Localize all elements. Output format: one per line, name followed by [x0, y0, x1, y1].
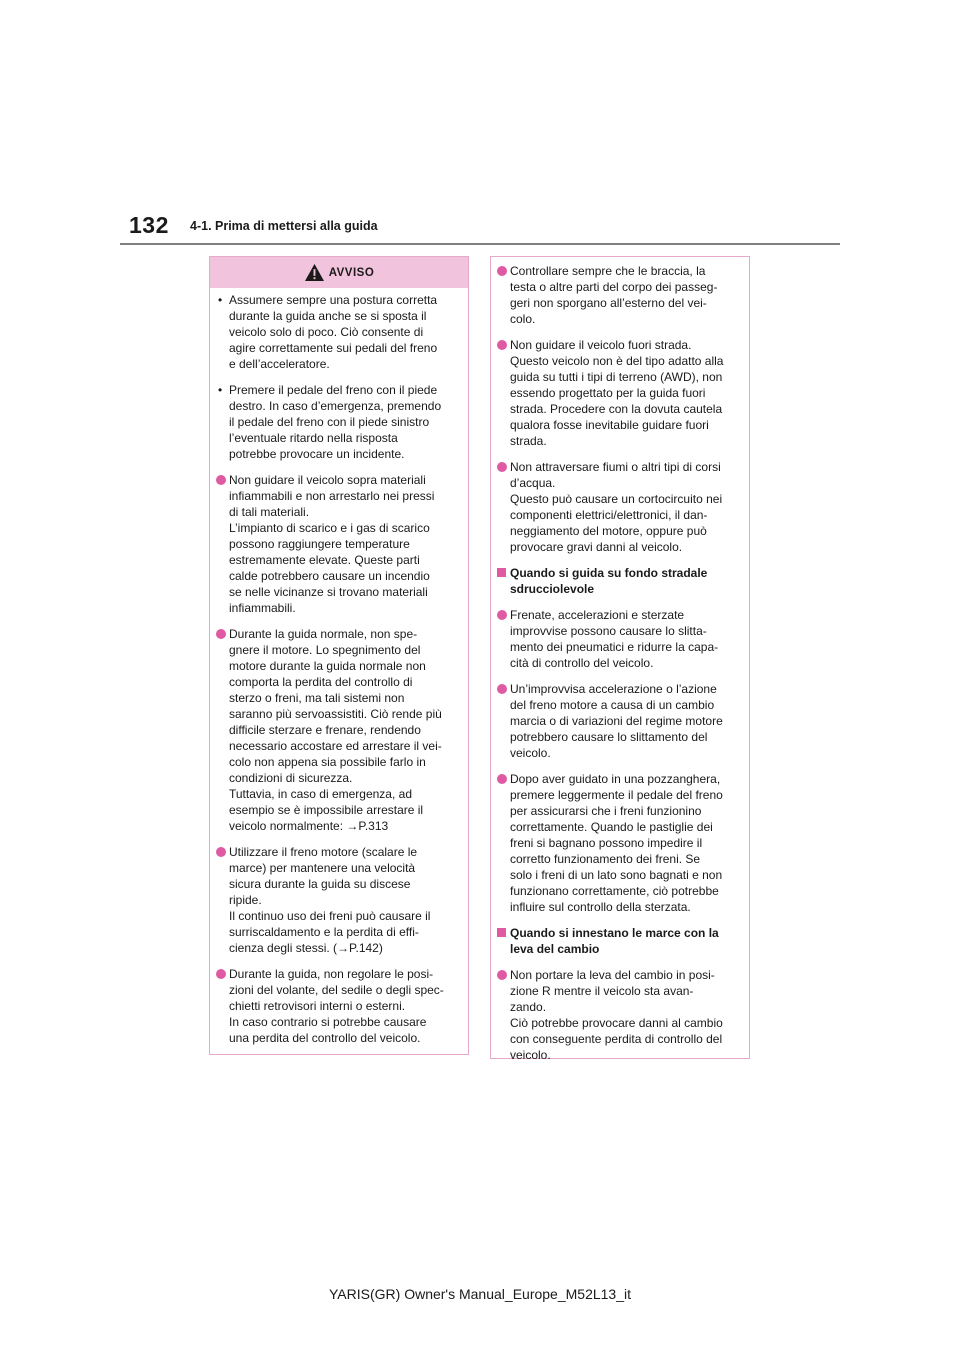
text-line: infiammabili.	[229, 601, 296, 615]
square-bullet-icon	[497, 568, 506, 577]
list-item	[497, 771, 740, 915]
text-line: premere leggermente il pedale del freno	[510, 788, 723, 802]
text-line: sterzo o freni, ma tali sistemi non	[229, 691, 405, 705]
text-line: surriscaldamento e la perdita di effi-	[229, 925, 419, 939]
text-line: Quando si guida su fondo stradale	[510, 566, 708, 580]
warning-box-body-right	[491, 257, 749, 1063]
text-line: zioni del volante, del sedile o degli spec-	[229, 983, 444, 997]
text-line: Dopo aver guidato in una pozzanghera,	[510, 772, 721, 786]
square-bullet-icon	[497, 928, 506, 937]
text-line: strada.	[510, 434, 547, 448]
text-line: sdrucciolevole	[510, 582, 595, 596]
text-line: • Assumere sempre una postura corretta	[229, 293, 438, 307]
text-line: potrebbero causare lo slittamento del	[510, 730, 708, 744]
text-line: ripide.	[229, 893, 262, 907]
text-line: estremamente elevate. Queste parti	[229, 553, 420, 567]
text-line: chietti retrovisori interni o esterni.	[229, 999, 406, 1013]
text-line: una perdita del controllo del veicolo.	[229, 1031, 421, 1045]
text-line: testa o altre parti del corpo dei passeg-	[510, 280, 718, 294]
text-line: l’eventuale ritardo nella risposta	[229, 431, 398, 445]
text-line: calde potrebbero causare un incendio	[229, 569, 430, 583]
circle-bullet-icon	[497, 462, 507, 472]
text-line: Non guidare il veicolo sopra materiali	[229, 473, 426, 487]
list-item	[497, 967, 740, 1063]
list-item	[497, 459, 740, 555]
text-line: guida su tutti i tipi di terreno (AWD), non	[510, 370, 723, 384]
text-line: Controllare sempre che le braccia, la	[510, 264, 706, 278]
text-line: di tali materiali.	[229, 505, 310, 519]
text-line: veicolo.	[510, 746, 551, 760]
text-line: Quando si innestano le marce con la	[510, 926, 719, 940]
text-line: freni si bagnano possono impedire il	[510, 836, 703, 850]
subheading	[497, 565, 740, 597]
text-line: Il continuo uso dei freni può causare il	[229, 909, 431, 923]
text-line: zione R mentre il veicolo sta avan-	[510, 984, 694, 998]
text-line: Ciò potrebbe provocare danni al cambio	[510, 1016, 723, 1030]
text-line: correttamente. Quando le pastiglie dei	[510, 820, 713, 834]
text-line: motore durante la guida normale non	[229, 659, 426, 673]
circle-bullet-icon	[497, 266, 507, 276]
text-line: mento dei pneumatici e ridurre la capa-	[510, 640, 719, 654]
text-line: zando.	[510, 1000, 547, 1014]
text-line: Questo veicolo non è del tipo adatto alla	[510, 354, 724, 368]
text-line: Durante la guida, non regolare le posi-	[229, 967, 434, 981]
list-item	[216, 844, 459, 956]
text-line: veicolo solo di poco. Ciò consente di	[229, 325, 424, 339]
text-line: corretto funzionamento dei freni. Se	[510, 852, 701, 866]
text-line: Frenate, accelerazioni e sterzate	[510, 608, 685, 622]
subheading	[497, 925, 740, 957]
text-line: con conseguente perdita di controllo del	[510, 1032, 723, 1046]
text-line: Durante la guida normale, non spe-	[229, 627, 418, 641]
text-line: infiammabili e non arrestarlo nei pressi	[229, 489, 435, 503]
circle-bullet-icon	[497, 970, 507, 980]
text-line: funzionano correttamente, ciò potrebbe	[510, 884, 719, 898]
circle-bullet-icon	[216, 475, 226, 485]
list-item	[216, 472, 459, 616]
text-line: marcia o di variazioni del regime motore	[510, 714, 723, 728]
text-line: componenti elettrici/elettronici, il dan-	[510, 508, 708, 522]
text-line: Utilizzare il freno motore (scalare le	[229, 845, 418, 859]
text-line: colo non appena sia possibile farlo in	[229, 755, 426, 769]
text-line: destro. In caso d’emergenza, premendo	[229, 399, 442, 413]
footer-manual-title: YARIS(GR) Owner's Manual_Europe_M52L13_it	[329, 1286, 631, 1302]
warning-box-right	[490, 256, 750, 1062]
text-line: del freno motore a causa di un cambio	[510, 698, 715, 712]
text-line: leva del cambio	[510, 942, 600, 956]
text-line: Non guidare il veicolo fuori strada.	[510, 338, 692, 352]
text-line: possono raggiungere temperature	[229, 537, 410, 551]
text-line: improvvise possono causare lo slitta-	[510, 624, 707, 638]
text-line: saranno più servoassistiti. Ciò rende più	[229, 707, 442, 721]
text-line: solo i freni di un lato sono bagnati e non	[510, 868, 723, 882]
circle-bullet-icon	[497, 610, 507, 620]
circle-bullet-icon	[216, 629, 226, 639]
text-line: geri non sporgano all’esterno del vei-	[510, 296, 707, 310]
text-line: esempio se è impossibile arrestare il	[229, 803, 424, 817]
text-line: strada. Procedere con la dovuta cautela	[510, 402, 723, 416]
text-line: veicolo.	[510, 1048, 551, 1062]
text-line: condizioni di sicurezza.	[229, 771, 353, 785]
text-line: Non portare la leva del cambio in posi-	[510, 968, 715, 982]
text-line: se nelle vicinanze si trovano materiali	[229, 585, 428, 599]
text-line: e dell’acceleratore.	[229, 357, 330, 371]
warning-box-header	[210, 257, 468, 288]
circle-bullet-icon	[216, 847, 226, 857]
text-line: cità di controllo del veicolo.	[510, 656, 654, 670]
list-item	[497, 263, 740, 327]
text-line: • Premere il pedale del freno con il piede	[229, 383, 438, 397]
circle-bullet-icon	[497, 684, 507, 694]
list-item	[216, 382, 459, 462]
text-line: il pedale del freno con il piede sinistro	[229, 415, 430, 429]
text-line: sicura durante la guida su discese	[229, 877, 411, 891]
warning-triangle-icon	[304, 263, 325, 282]
text-line: Non attraversare fiumi o altri tipi di corsi	[510, 460, 721, 474]
text-line: Un’improvvisa accelerazione o l’azione	[510, 682, 717, 696]
text-line: L’impianto di scarico e i gas di scarico	[229, 521, 430, 535]
text-line: durante la guida anche se si sposta il	[229, 309, 427, 323]
text-line: Questo può causare un cortocircuito nei	[510, 492, 723, 506]
text-line: qualora fosse inevitabile guidare fuori	[510, 418, 709, 432]
warning-box-body-left	[210, 288, 468, 1046]
text-line: In caso contrario si potrebbe causare	[229, 1015, 427, 1029]
text-line: Tuttavia, in caso di emergenza, ad	[229, 787, 412, 801]
text-line: difficile sterzare e frenare, rendendo	[229, 723, 421, 737]
text-line: gnere il motore. Lo spegnimento del	[229, 643, 421, 657]
list-item	[497, 337, 740, 449]
circle-bullet-icon	[216, 969, 226, 979]
text-line: d’acqua.	[510, 476, 556, 490]
text-line: provocare gravi danni al veicolo.	[510, 540, 683, 554]
text-line: comporta la perdita del controllo di	[229, 675, 413, 689]
list-item	[497, 607, 740, 671]
circle-bullet-icon	[497, 774, 507, 784]
text-line: essendo progettato per la guida fuori	[510, 386, 706, 400]
text-line: influire sul controllo della sterzata.	[510, 900, 691, 914]
text-line: neggiamento del motore, oppure può	[510, 524, 707, 538]
warning-box-title: AVVISO	[328, 266, 375, 279]
text-line: potrebbe provocare un incidente.	[229, 447, 405, 461]
page-number: 132	[129, 212, 169, 238]
list-item	[216, 966, 459, 1046]
list-item	[216, 292, 459, 372]
circle-bullet-icon	[497, 340, 507, 350]
text-line: agire correttamente sui pedali del freno	[229, 341, 438, 355]
text-line: cienza degli stessi. (→P.142)	[229, 941, 383, 955]
text-line: marce) per mantenere una velocità	[229, 861, 416, 875]
list-item	[497, 681, 740, 761]
text-line: veicolo normalmente: →P.313	[229, 819, 389, 833]
section-title: 4-1. Prima di mettersi alla guida	[190, 219, 378, 233]
text-line: per assicurarsi che i freni funzionino	[510, 804, 702, 818]
text-line: necessario accostare ed arrestare il vei-	[229, 739, 442, 753]
text-line: colo.	[510, 312, 536, 326]
warning-box-left	[209, 256, 469, 1055]
list-item	[216, 626, 459, 834]
header-rule	[120, 243, 840, 245]
